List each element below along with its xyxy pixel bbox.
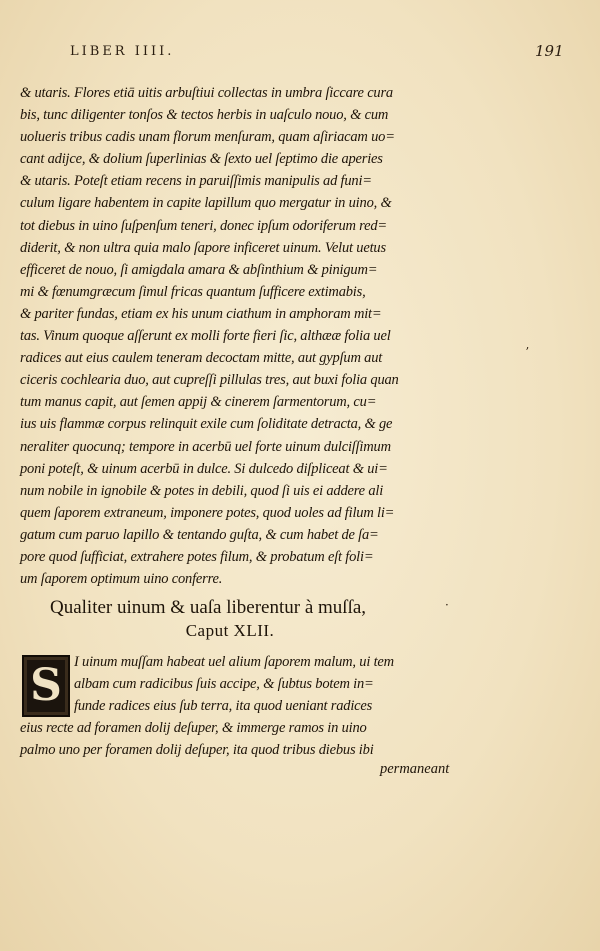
- text-line: efficeret de nouo, ſi amigdala amara & abſinthium & pinigum=: [20, 261, 378, 278]
- body-paragraph: [20, 82, 452, 590]
- chapter-paragraph-rest: [20, 717, 460, 761]
- text-line: uolueris tribus cadis unam florum menſuram, quam aſiriacam uo=: [20, 129, 395, 146]
- text-line: albam cum radicibus ſuis accipe, & ſubtus botem in=: [74, 676, 374, 693]
- text-line: funde radices eius ſub terra, ita quod ueniant radices: [74, 698, 373, 715]
- text-line: gatum cum paruo lapillo & tentando guſta, & cum habet de ſa=: [20, 526, 379, 543]
- text-line: tot diebus in uino ſuſpenſum teneri, donec ipſum odoriferum red=: [20, 217, 387, 234]
- chapter-paragraph-start: [74, 651, 464, 717]
- text-line: cant adijce, & dolium ſuperlinias & ſexto uel ſeptimo die aperies: [20, 151, 383, 168]
- text-line: ciceris cochlearia duo, aut cupreſſi pillulas tres, aut buxi folia quan: [20, 372, 399, 389]
- text-line: radices aut eius caulem teneram decoctam mitte, aut gypſum aut: [20, 350, 383, 367]
- text-line: & utaris. Poteſt etiam recens in paruiſſimis manipulis ad funi=: [20, 173, 372, 190]
- text-line: ius uis flammæ corpus relinquit exile cum ſoliditate detracta, & ge: [20, 416, 393, 433]
- page-number: 191: [535, 42, 564, 60]
- chapter-heading: Qualiter uinum & uaſa liberentur à muſſa,: [50, 597, 367, 618]
- text-line: tas. Vinum quoque aſſerunt ex molli forte fieri ſic, althææ folia uel: [20, 328, 391, 345]
- catchword: permaneant: [380, 761, 450, 777]
- text-line: diderit, & non ultra quia malo ſapore inficeret uinum. Velut uetus: [20, 239, 386, 256]
- text-line: & pariter fundas, etiam ex his unum ciathum in amphoram mit=: [20, 305, 382, 322]
- text-line: palmo uno per foramen dolij deſuper, ita quod tribus diebus ibi: [20, 742, 374, 759]
- text-line: culum ligare habentem in capite lapillum quo mergatur in uino, &: [20, 195, 392, 212]
- text-line: I uinum muſſam habeat uel alium ſaporem malum, ui tem: [74, 654, 394, 670]
- text-line: mi & fœnumgræcum ſimul fricas quantum ſufficere extimabis,: [20, 283, 366, 300]
- text-line: tum manus capit, aut ſemen appij & cinerem ſarmentorum, cu=: [20, 394, 377, 411]
- margin-mark: ʼ: [525, 345, 529, 359]
- text-line: neraliter quocunq; tempore in acerbū uel forte uinum dulciſſimum: [20, 438, 391, 455]
- running-head: LIBER IIII.: [70, 44, 175, 59]
- text-line: um ſaporem optimum uino conferre.: [20, 571, 223, 588]
- text-line: & utaris. Flores etiā uitis arbuſtiui collectas in umbra ſiccare cura: [20, 85, 393, 101]
- chapter-number: Caput XLII.: [185, 621, 275, 640]
- decorated-initial: [22, 655, 70, 717]
- text-line: eius recte ad foramen dolij deſuper, & immerge ramos in uino: [20, 720, 367, 736]
- text-line: quem ſaporem extraneum, imponere potes, quod uoles ad filum li=: [20, 504, 395, 521]
- initial-letter: S: [30, 660, 62, 711]
- text-line: poni poteſt, & uinum acerbū in dulce. Si dulcedo diſpliceat & ui=: [20, 460, 388, 477]
- text-line: num nobile in ignobile & potes in debili, quod ſi uis ei addere ali: [20, 482, 384, 499]
- text-line: pore quod ſufficiat, extrahere potes filum, & probatum eſt foli=: [20, 548, 374, 565]
- margin-mark: ·: [445, 598, 449, 612]
- text-line: bis, tunc diligenter tonſos & tectos herbis in uaſculo nouo, & cum: [20, 107, 389, 124]
